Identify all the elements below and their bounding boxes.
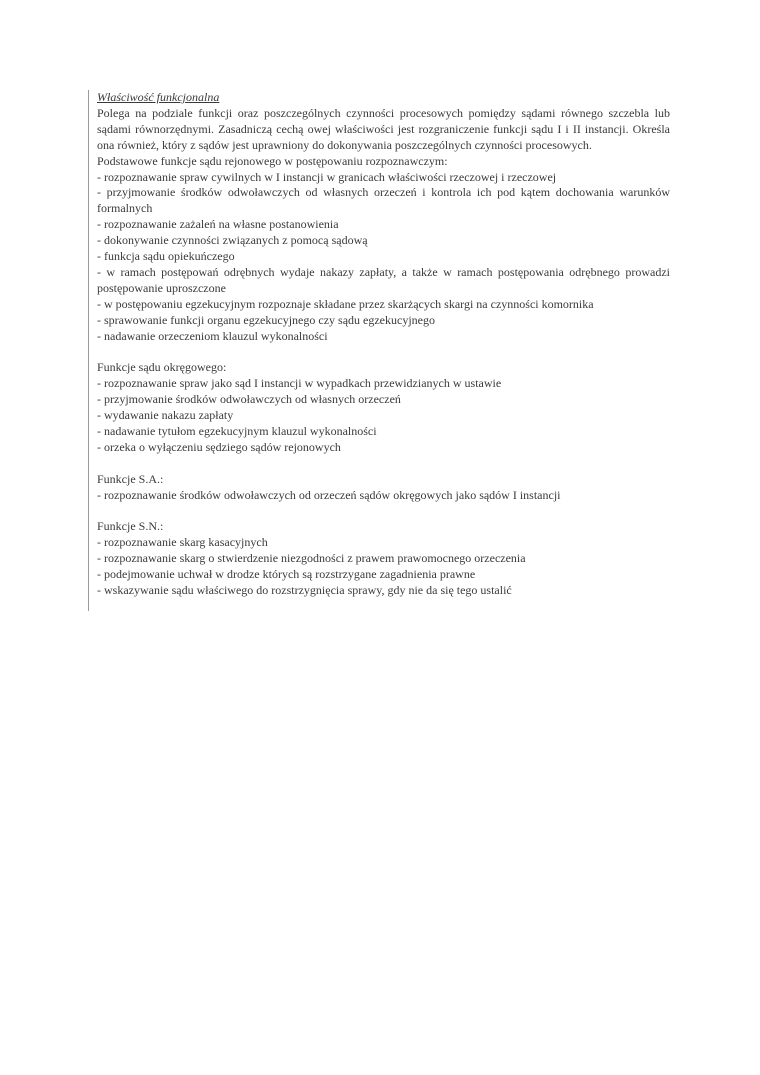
- list-item: - w ramach postępowań odrębnych wydaje nakazy zapłaty, a także w ramach postępowania odrębnego prowadzi postępowanie uproszczone: [97, 264, 670, 295]
- list-item: - dokonywanie czynności związanych z pomocą sądową: [97, 233, 368, 248]
- list-item: - nadawanie orzeczeniom klauzul wykonalności: [97, 328, 328, 343]
- list-item: - rozpoznawanie spraw jako sąd I instancji w wypadkach przewidzianych w ustawie: [97, 376, 502, 391]
- section-title: Podstawowe funkcje sądu rejonowego w postępowaniu rozpoznawczym:: [97, 153, 448, 168]
- intro-paragraph: Polega na podziale funkcji oraz poszczególnych czynności procesowych pomiędzy sądami równego szczebla lub sądami równorzędnymi. Zasadniczą cechą owej właściwości jest rozgraniczenie funkcji sądu I i II instancji. Określa ona również, który z sądów jest uprawniony do dokonywania poszczególnych czynności procesowych.: [97, 105, 670, 152]
- section-sa: [97, 472, 670, 504]
- change-bar: [88, 90, 89, 611]
- section-sn: [97, 519, 670, 599]
- blank-line: [97, 504, 670, 520]
- blank-line: [97, 456, 670, 472]
- list-item: - rozpoznawanie środków odwoławczych od orzeczeń sądów okręgowych jako sądów I instancji: [97, 487, 561, 502]
- section-title: Funkcje sądu okręgowego:: [97, 360, 227, 375]
- list-item: - funkcja sądu opiekuńczego: [97, 249, 235, 264]
- list-item: - wskazywanie sądu właściwego do rozstrzygnięcia sprawy, gdy nie da się tego ustalić: [97, 583, 512, 598]
- list-item: - podejmowanie uchwał w drodze których są rozstrzygane zagadnienia prawne: [97, 567, 476, 582]
- list-item: - nadawanie tytułom egzekucyjnym klauzul wykonalności: [97, 424, 377, 439]
- list-item: - wydawanie nakazu zapłaty: [97, 408, 234, 423]
- list-item: - w postępowaniu egzekucyjnym rozpoznaje składane przez skarżących skargi na czynności komornika: [97, 296, 594, 311]
- section-okregowy: [97, 360, 670, 455]
- document-body: [97, 90, 670, 599]
- list-item: - przyjmowanie środków odwoławczych od własnych orzeczeń: [97, 392, 401, 407]
- section-rejonowy: [97, 154, 670, 345]
- section-heading: Właściwość funkcjonalna: [97, 90, 220, 104]
- list-item: - sprawowanie funkcji organu egzekucyjnego czy sądu egzekucyjnego: [97, 312, 435, 327]
- section-title: Funkcje S.N.:: [97, 519, 164, 534]
- list-item: - rozpoznawanie zażaleń na własne postanowienia: [97, 217, 339, 232]
- blank-line: [97, 345, 670, 361]
- section-title: Funkcje S.A.:: [97, 471, 164, 486]
- list-item: - przyjmowanie środków odwoławczych od własnych orzeczeń i kontrola ich pod kątem dochowania warunków formalnych: [97, 185, 670, 216]
- list-item: - rozpoznawanie skarg o stwierdzenie niezgodności z prawem prawomocnego orzeczenia: [97, 551, 526, 566]
- list-item: - orzeka o wyłączeniu sędziego sądów rejonowych: [97, 439, 341, 454]
- list-item: - rozpoznawanie spraw cywilnych w I instancji w granicach właściwości rzeczowej i rzeczowej: [97, 169, 557, 184]
- list-item: - rozpoznawanie skarg kasacyjnych: [97, 535, 268, 550]
